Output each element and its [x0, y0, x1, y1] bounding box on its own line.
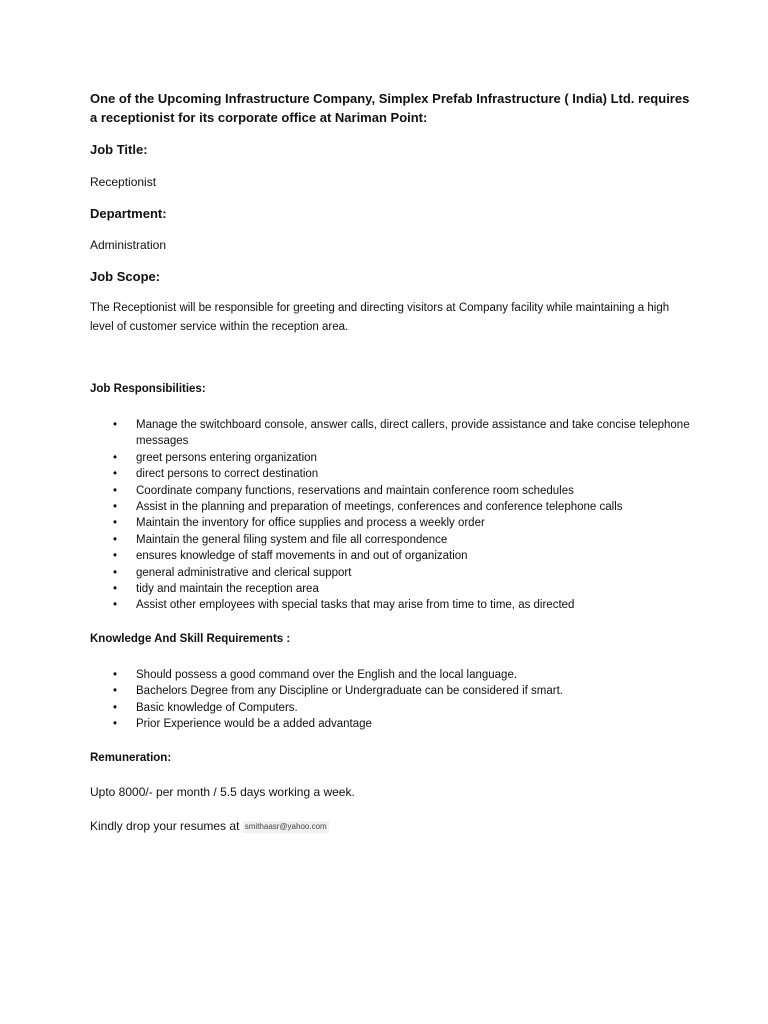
contact-line	[90, 817, 690, 836]
list-item: • Should possess a good command over the English and the local language.	[113, 667, 703, 683]
responsibilities-list	[113, 417, 703, 614]
list-item: • greet persons entering organization	[113, 450, 703, 466]
list-item: • Manage the switchboard console, answer calls, direct callers, provide assistance and take concise telephone messages	[113, 417, 703, 450]
list-item: • ensures knowledge of staff movements in and out of organization	[113, 548, 703, 564]
email-link[interactable]: smithaasr@yahoo.com	[244, 822, 327, 831]
list-item: • direct persons to correct destination	[113, 466, 703, 482]
skills-list	[113, 667, 703, 733]
intro-prefix: One of the Upcoming Infrastructure Company,	[90, 91, 379, 106]
skills-heading: Knowledge And Skill Requirements :	[90, 633, 291, 645]
list-item: • Maintain the inventory for office supplies and process a weekly order	[113, 515, 703, 531]
responsibilities-heading: Job Responsibilities:	[90, 383, 206, 395]
job-scope-label: Job Scope:	[90, 269, 161, 284]
job-title-value: Receptionist	[90, 175, 157, 189]
list-item: • general administrative and clerical support	[113, 565, 703, 581]
list-item: • Assist other employees with special tasks that may arise from time to time, as directed	[113, 597, 703, 613]
intro-paragraph	[90, 89, 690, 127]
list-item: • Maintain the general filing system and file all correspondence	[113, 532, 703, 548]
remuneration-heading: Remuneration:	[90, 752, 172, 764]
list-item: • Basic knowledge of Computers.	[113, 700, 703, 716]
intro-suffix: requires a receptionist for its corporate office at Nariman Point:	[90, 91, 690, 125]
job-title-label: Job Title:	[90, 142, 148, 157]
remuneration-text: Upto 8000/- per month / 5.5 days working a week.	[90, 785, 355, 799]
contact-text: Kindly drop your resumes at	[90, 819, 243, 833]
department-value: Administration	[90, 238, 167, 252]
company-name: Simplex Prefab Infrastructure ( India) Ltd.	[378, 91, 635, 106]
list-item: • Prior Experience would be a added advantage	[113, 716, 703, 732]
list-item: • Bachelors Degree from any Discipline or Undergraduate can be considered if smart.	[113, 683, 703, 699]
list-item: • Assist in the planning and preparation of meetings, conferences and conference telephone calls	[113, 499, 703, 515]
department-label: Department:	[90, 206, 167, 221]
list-item: • tidy and maintain the reception area	[113, 581, 703, 597]
list-item: • Coordinate company functions, reservations and maintain conference room schedules	[113, 483, 703, 499]
job-scope-text: The Receptionist will be responsible for greeting and directing visitors at Company facility while maintaining a high level of customer service within the reception area.	[90, 302, 670, 333]
